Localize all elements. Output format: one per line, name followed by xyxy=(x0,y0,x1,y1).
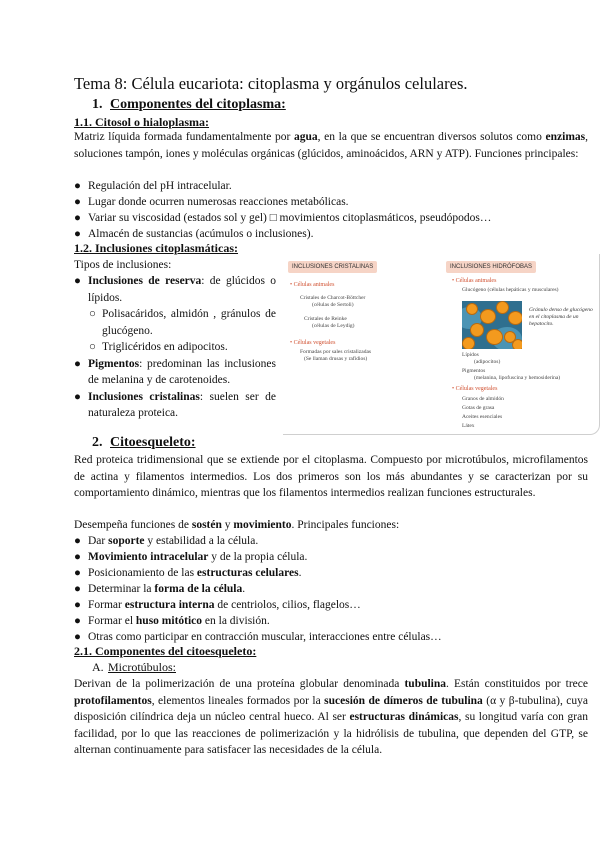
figure-label: Cristales de Charcot-Böttcher xyxy=(300,295,366,301)
plant-cells-label: • Células vegetales xyxy=(452,386,498,392)
list-item: ● Dar soporte y estabilidad a la célula. xyxy=(74,535,259,547)
section-title: Componentes del citoplasma: xyxy=(110,97,286,112)
figure-label: Gotas de grasa xyxy=(462,405,495,411)
inclusions-list xyxy=(74,273,276,422)
micrograph-caption: Gránulo denso de glucógeno en el citoplasma de un hepatocito. xyxy=(529,307,593,327)
figure-label: Pigmentos xyxy=(462,368,486,374)
figure-label: (melanina, lipofuscina y hemosiderina) xyxy=(474,375,561,381)
list-item: ● Movimiento intracelular y de la propia célula. xyxy=(74,551,308,563)
cytoskeleton-paragraph: Red proteica tridimensional que se extiende por el citoplasma. Compuesto por microtúbulos, microfilamentos de actina y filamentos intermedios. Los dos primeros son los más abundantes y se caracterizan por su comportamiento dinámico, mientras que los filamentos intermedios realizan funciones estructurales. xyxy=(74,454,588,499)
section-number: 2. xyxy=(92,435,103,450)
hydrophobic-header: INCLUSIONES HIDRÓFOBAS xyxy=(446,261,536,273)
list-item: ● Formar el huso mitótico en la división. xyxy=(74,615,270,627)
figure-label: (células de Sertoli) xyxy=(312,302,354,308)
list-item: ● Inclusiones cristalinas: suelen ser de naturaleza proteica. xyxy=(74,390,277,419)
section-2-heading xyxy=(92,435,196,451)
subsection-1-1-heading: 1.1. Citosol o hialoplasma: xyxy=(74,115,210,129)
list-item: ○ Triglicéridos en adipocitos. xyxy=(89,341,228,353)
section-number: 1. xyxy=(92,97,103,112)
list-item: ● Regulación del pH intracelular. xyxy=(74,180,232,192)
list-item: ● Posicionamiento de las estructuras celulares. xyxy=(74,567,302,579)
list-item: ● Lugar donde ocurren numerosas reacciones metabólicas. xyxy=(74,196,349,208)
section-1-heading xyxy=(92,97,286,113)
section-title: Citoesqueleto: xyxy=(110,435,196,450)
subsection-2-1-heading: 2.1. Componentes del citoesqueleto: xyxy=(74,644,257,658)
list-item: ● Almacén de sustancias (acúmulos o inclusiones). xyxy=(74,228,314,240)
figure-label: (Se llaman drusas y rafidios) xyxy=(304,356,368,362)
list-item: ● Determinar la forma de la célula. xyxy=(74,583,246,595)
figure-label: Látex xyxy=(462,423,475,429)
page-title: Tema 8: Célula eucariota: citoplasma y orgánulos celulares. xyxy=(74,74,468,93)
plant-cells-label: • Células vegetales xyxy=(290,340,336,346)
figure-label: (adipocitos) xyxy=(474,359,501,365)
crystalline-header: INCLUSIONES CRISTALINAS xyxy=(288,261,377,273)
animal-cells-label: • Células animales xyxy=(290,282,335,288)
citosol-paragraph: Matriz líquida formada fundamentalmente por agua, en la que se encuentran diversos solutos como enzimas, soluciones tampón, iones y moléculas orgánicas (glúcidos, aminoácidos, ARN y ATP). Funciones principales: xyxy=(74,131,588,160)
figure-label: Glucógeno (células hepáticas y musculares) xyxy=(462,287,559,293)
list-item: ● Variar su viscosidad (estados sol y gel) □ movimientos citoplasmáticos, pseudópodos… xyxy=(74,212,492,224)
list-item: ● Otras como participar en contracción muscular, interacciones entre células… xyxy=(74,631,442,643)
figure-label: Granos de almidón xyxy=(462,396,504,402)
glycogen-micrograph xyxy=(462,301,522,349)
list-item: ○ Polisacáridos, almidón , gránulos de glucógeno. xyxy=(89,308,276,337)
subsection-1-2-heading: 1.2. Inclusiones citoplasmáticas: xyxy=(74,241,239,255)
inclusions-intro: Tipos de inclusiones: xyxy=(74,259,172,271)
functions-intro: Desempeña funciones de sostén y movimiento. Principales funciones: xyxy=(74,519,400,531)
figure-label: (células de Leydig) xyxy=(312,323,355,329)
microtubules-paragraph: Derivan de la polimerización de una proteína globular denominada tubulina. Están constituidos por trece protofilamentos, elementos lineales formados por la sucesión de dímeros de tubulina (α y β-tubulina), cuya disposición cilíndrica deja un núcleo central hueco. Al ser estructuras dinámicas, su longitud varía con gran facilidad, por lo que las reacciones de polimerización y la hidrólisis de tubulina, que dependen del GTP, se alternan continuamente para satisfacer las necesidades de la célula. xyxy=(74,678,588,756)
microtubules-heading: A. Microtúbulos: xyxy=(92,660,176,674)
figure-label: Formadas por sales cristalizadas xyxy=(300,349,372,355)
list-item: ● Inclusiones de reserva: de glúcidos o lípidos. xyxy=(74,275,276,304)
figure-label: Lípidos xyxy=(462,352,479,358)
list-item: ● Pigmentos: predominan las inclusiones de melanina y de carotenoides. xyxy=(74,357,276,386)
list-item: ● Formar estructura interna de centriolos, cilios, flagelos… xyxy=(74,599,361,611)
figure-label: Cristales de Reinke xyxy=(304,316,347,322)
animal-cells-label: • Células animales xyxy=(452,278,497,284)
figure-label: Aceites esenciales xyxy=(462,414,503,420)
